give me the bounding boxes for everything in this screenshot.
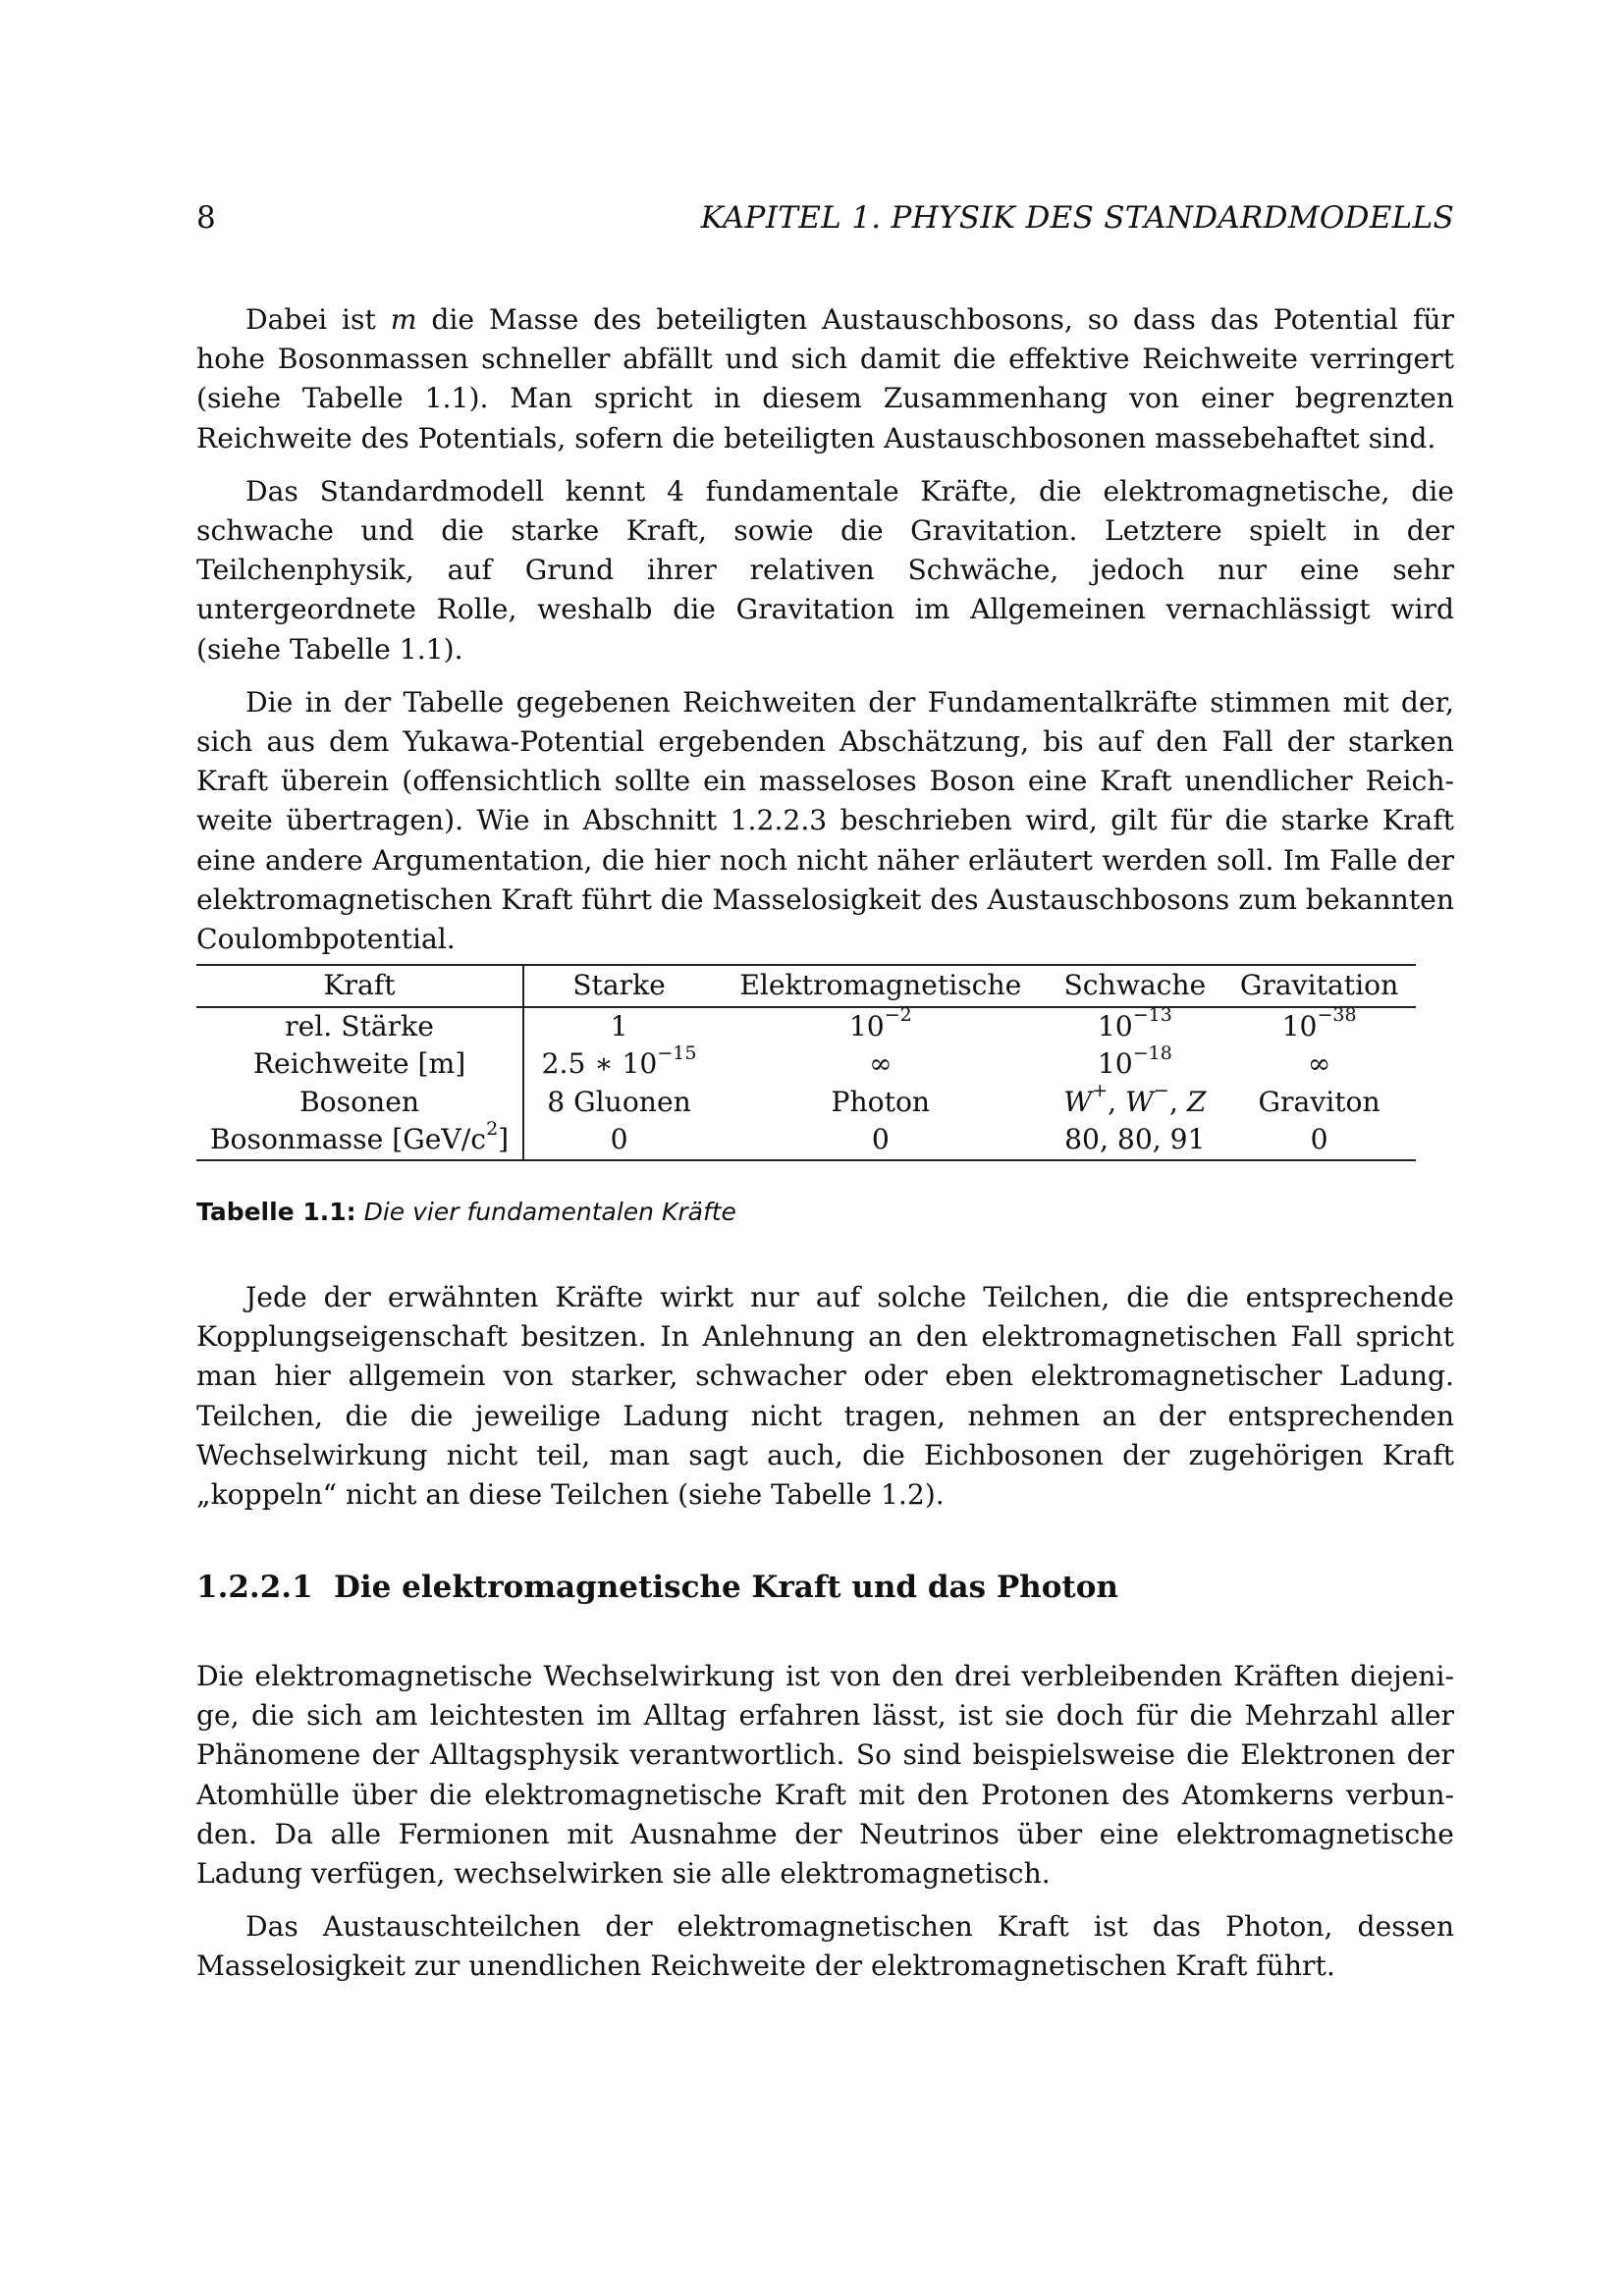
page-number: 8 (196, 200, 216, 236)
row-label (196, 1117, 523, 1160)
paragraph-text: Dabei ist (245, 303, 391, 336)
cell-exponent: −2 (884, 1004, 912, 1027)
table-cell: 0 (523, 1121, 714, 1160)
label-text: ] (498, 1123, 510, 1155)
em-force-text-block (196, 1657, 1454, 1987)
cell-exponent: −13 (1132, 1004, 1172, 1027)
table-cell (1048, 1041, 1223, 1084)
cell-base: 10 (1281, 1009, 1318, 1042)
row-label: Reichweite [m] (196, 1045, 523, 1084)
table-cell (523, 1041, 714, 1084)
paragraph-ranges: Die in der Tabelle gegebenen Reichweiten der Fundamentalkräfte stimmen mit der, sich aus dem Yukawa-Potential ergebenden Abschätzung, bis auf den Fall der starken Kraft überein (offensichtlich sollte ein masseloses Boson eine Kraft unendlicher Reichweite übertragen). Wie in Abschnitt 1.2.2.3 beschrieben wird, gilt für die starke Kraft eine andere Argumentation, die hier noch nicht näher erläutert werden soll. Im Falle der elektromagnetischen Kraft führt die Masselosigkeit des Austauschbosons zum bekannten Coulombpotential. (196, 685, 1454, 956)
table-cell (1222, 1004, 1416, 1046)
table-row (196, 1084, 1416, 1122)
table-cell: 0 (1222, 1121, 1416, 1160)
caption-label: Tabelle 1.1: (196, 1198, 356, 1226)
cell-exponent: −18 (1132, 1041, 1172, 1064)
paragraph-mass-range (196, 300, 1454, 458)
paragraph-coupling: Jede der erwähnten Kräfte wirkt nur auf solche Teilchen, die die entsprechende Kopplungseigenschaft besitzen. In Anlehnung an den elektromagnetischen Fall spricht man hier allgemein von starker, schwacher oder eben elektromagnetischer Ladung. Teilchen, die die jeweilige Ladung nicht tragen, nehmen an der entsprechenden Wechselwirkung nicht teil, man sagt auch, die Eichbosonen der zugehörigen Kraft „koppeln“ nicht an diese Teilchen (siehe Tabelle 1.2). (196, 1281, 1454, 1512)
table-cell: 1 (610, 1009, 628, 1042)
cell-exponent: −38 (1317, 1004, 1357, 1027)
boson-symbol: W (1063, 1085, 1093, 1118)
section-heading (196, 1568, 1118, 1607)
table-header-cell: Elektromagnetische (714, 965, 1048, 1007)
table-header-row (196, 965, 1416, 1007)
intro-text-block (196, 300, 1454, 959)
cell-base: 2.5 ∗ 10 (541, 1047, 658, 1080)
row-label: Bosonen (196, 1084, 523, 1122)
table-cell: 80, 80, 91 (1048, 1121, 1223, 1160)
paragraph-photon: Das Austauschteilchen der elektromagnetischen Kraft ist das Photon, dessen Masselosigkeit zur unendlichen Reichweite der elektromagnetischen Kraft führt. (196, 1910, 1454, 1983)
forces-table (196, 964, 1416, 1161)
table-row (196, 1045, 1416, 1084)
label-exponent: 2 (486, 1117, 499, 1140)
table-cell: ∞ (869, 1047, 893, 1080)
boson-symbol: Z (1186, 1085, 1207, 1118)
separator: , (1108, 1085, 1126, 1118)
section-title: Die elektromagnetische Kraft und das Photon (334, 1570, 1118, 1605)
charge-superscript: + (1092, 1080, 1109, 1102)
table-cell (1048, 1080, 1223, 1122)
table-cell: 8 Gluonen (547, 1085, 691, 1118)
math-variable-m: m (390, 303, 417, 336)
table-cell (1048, 1004, 1223, 1046)
cell-base: 10 (1097, 1047, 1133, 1080)
table-cell: Photon (831, 1085, 931, 1118)
table-cell (714, 1004, 1048, 1046)
running-title: KAPITEL 1. PHYSIK DES STANDARDMODELLS (700, 200, 1454, 236)
table-cell: Graviton (1258, 1085, 1380, 1118)
charge-superscript: − (1154, 1080, 1169, 1102)
paragraph-four-forces: Das Standardmodell kennt 4 fundamentale Kräfte, die elektromagnetische, die schwache und die starke Kraft, sowie die Gravitation. Letztere spielt in der Teilchenphysik, auf Grund ihrer relativen Schwäche, jedoch nur eine sehr untergeordnete Rolle, weshalb die Gravitation im Allgemeinen vernachlässigt wird (siehe Tabelle 1.1). (196, 474, 1454, 666)
cell-exponent: −15 (657, 1041, 697, 1064)
boson-symbol: W (1125, 1085, 1155, 1118)
table-caption (196, 1196, 736, 1229)
table-header-cell: Kraft (196, 965, 523, 1007)
table-header-cell: Schwache (1048, 965, 1223, 1007)
table-header-cell: Starke (523, 965, 714, 1007)
cell-base: 10 (848, 1009, 885, 1042)
section-number: 1.2.2.1 (196, 1570, 313, 1605)
table-cell: 0 (714, 1121, 1048, 1160)
caption-text: Die vier fundamentalen Kräfte (363, 1198, 736, 1226)
table-header-cell: Gravitation (1222, 965, 1416, 1007)
paragraph-text: die Masse des beteiligten Austauschbosons, so dass das Potential für hohe Bosonmassen schneller abfällt und sich damit die effektive Reichweite verringert (siehe Tabelle 1.1). Man spricht in diesem Zusammenhang von einer begrenzten Reichweite des Potentials, sofern die beteiligten Austauschbosonen massebehaftet sind. (196, 303, 1455, 454)
paragraph-em-interaction: Die elektromagnetische Wechselwirkung ist von den drei verbleibenden Kräften diejenige, die sich am leichtesten im Alltag erfahren lässt, ist sie doch für die Mehrzahl aller Phänomene der Alltagsphysik verantwortlich. So sind beispielsweise die Elektronen der Atomhülle über die elektromagnetische Kraft mit den Protonen des Atomkerns verbunden. Da alle Fermionen mit Ausnahme der Neutrinos über eine elektromagnetische Ladung verfügen, wechselwirken sie alle elektromagnetisch. (196, 1660, 1454, 1891)
cell-base: 10 (1097, 1009, 1133, 1042)
separator: , (1168, 1085, 1187, 1118)
coupling-text-block (196, 1278, 1454, 1515)
table-row (196, 1007, 1416, 1046)
table-cell: ∞ (1307, 1047, 1331, 1080)
label-text: Bosonmasse [GeV/c (209, 1123, 487, 1155)
table-row (196, 1121, 1416, 1160)
row-label: rel. Stärke (196, 1007, 523, 1046)
